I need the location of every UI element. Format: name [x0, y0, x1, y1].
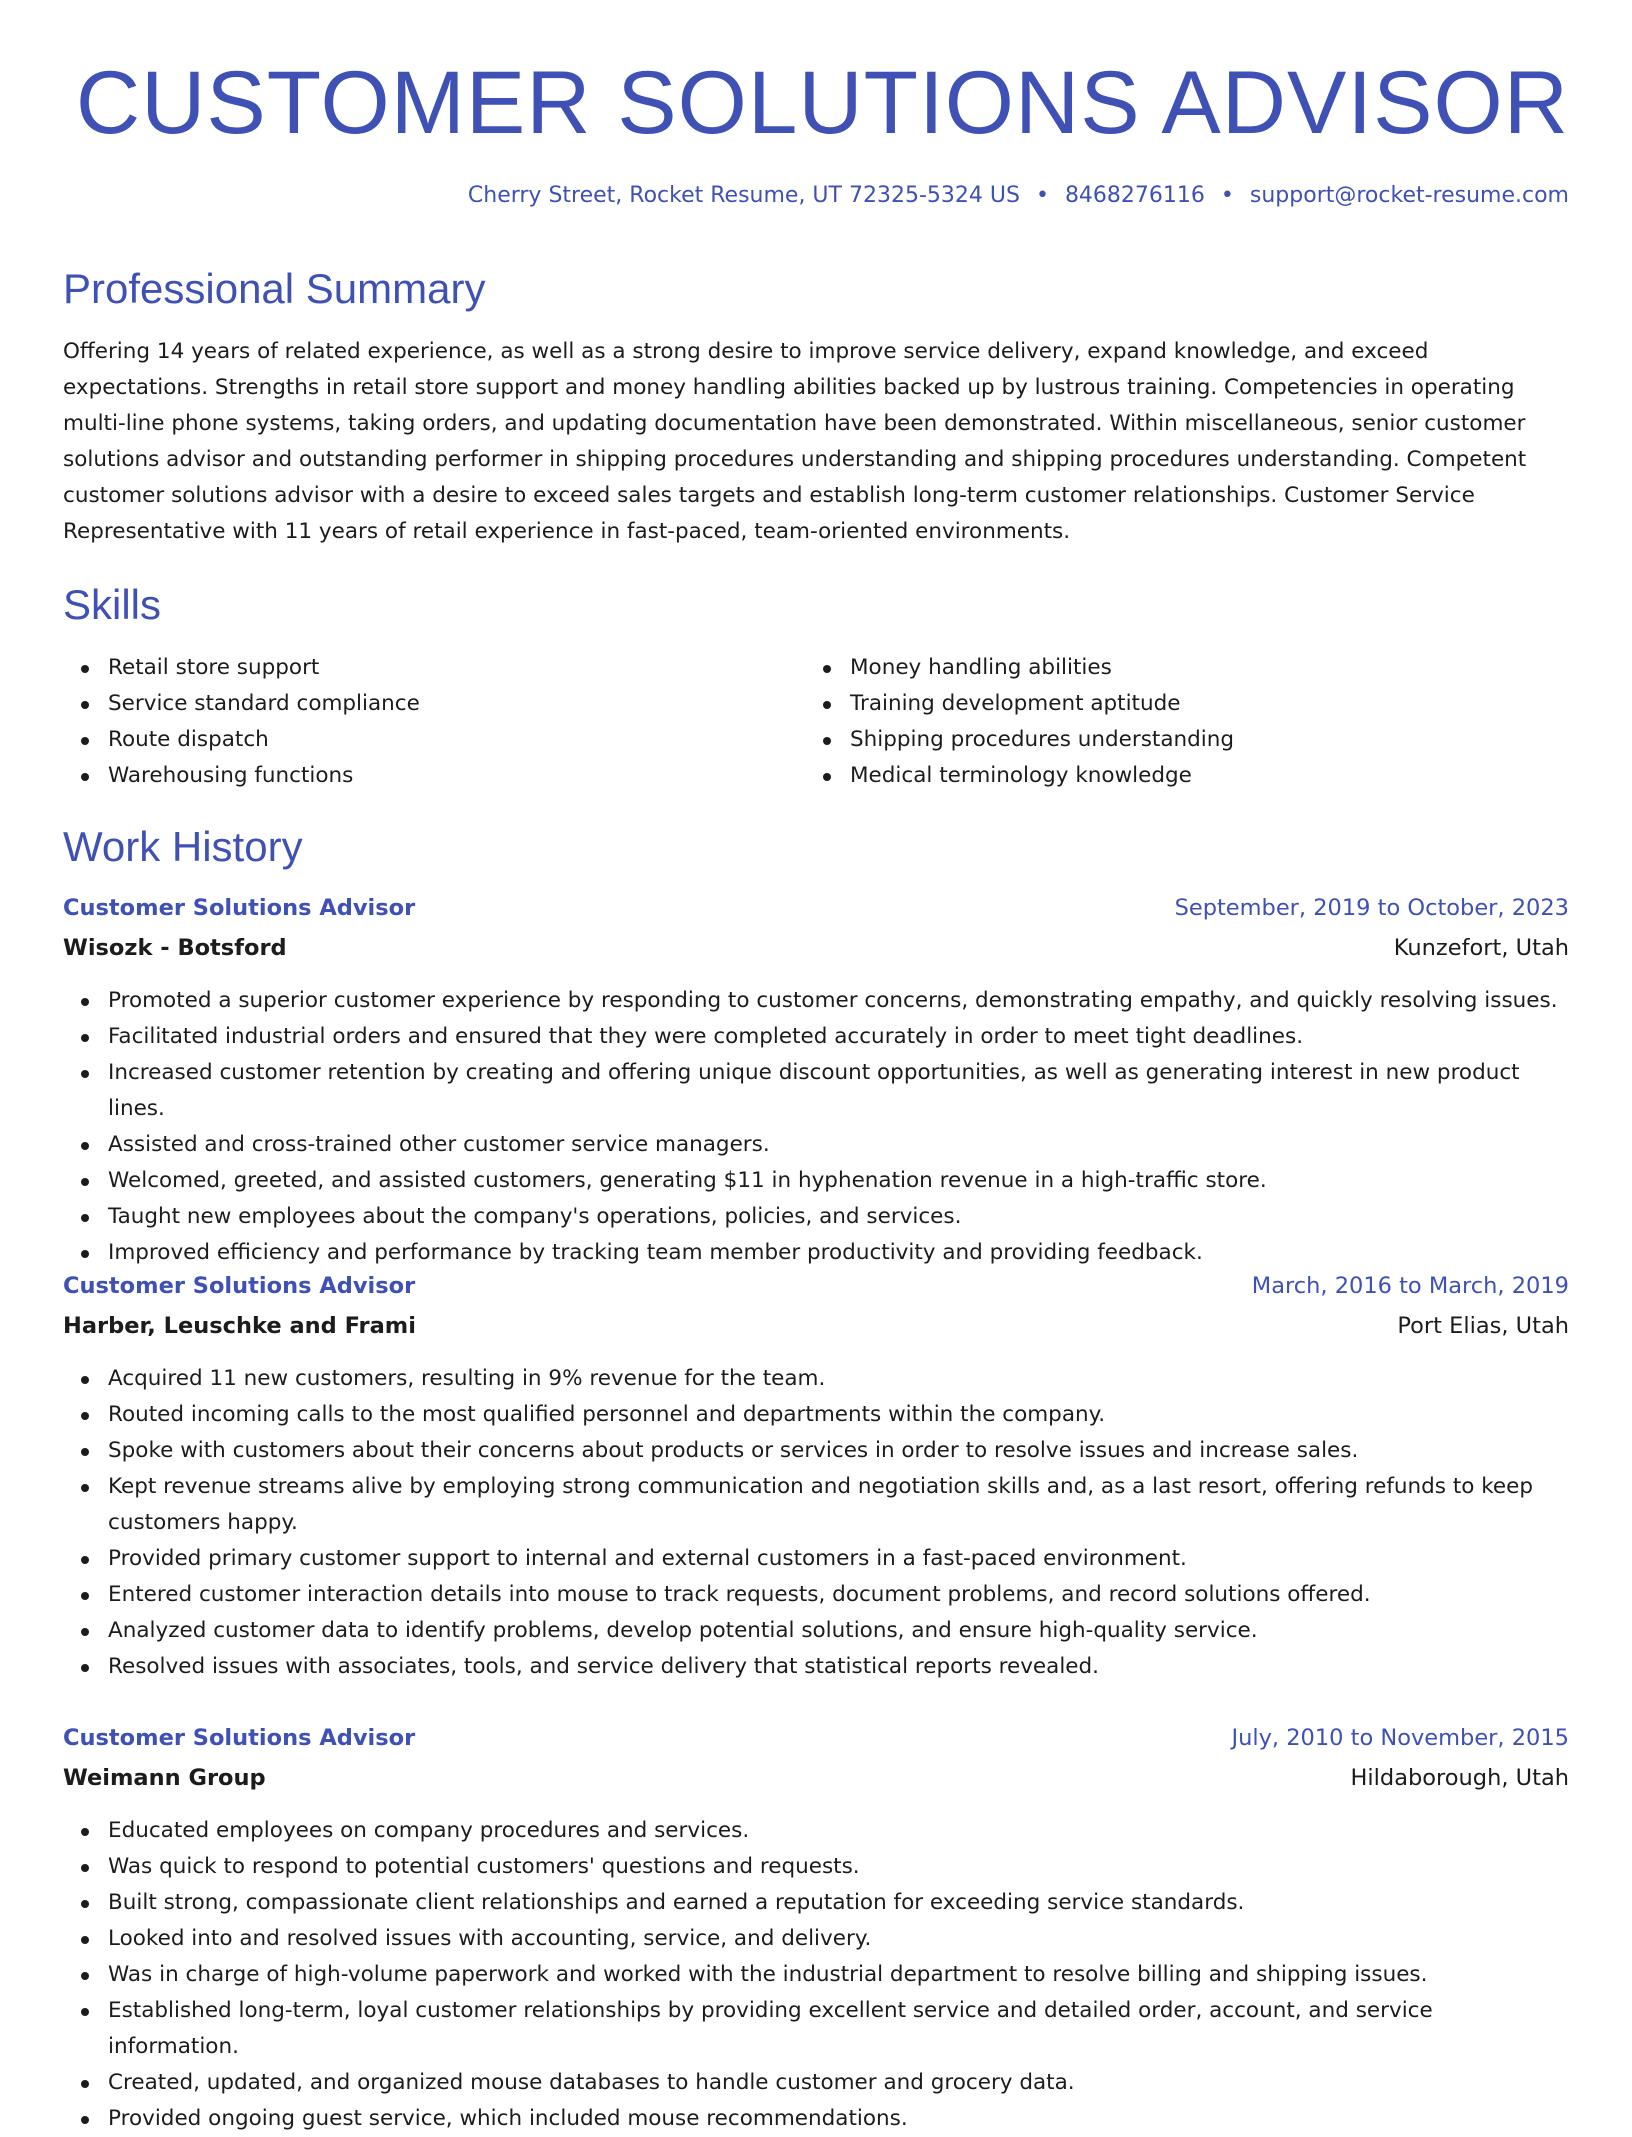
job-duty: Looked into and resolved issues with accounting, service, and delivery. — [63, 1921, 1569, 1957]
job-entry — [63, 1723, 1569, 2137]
job-duty: Educated employees on company procedures and services. — [63, 1813, 1569, 1849]
job-duty: Created, updated, and organized mouse databases to handle customer and grocery data. — [63, 2065, 1569, 2101]
job-title: Customer Solutions Advisor — [63, 1273, 416, 1299]
skill-item: Retail store support — [63, 650, 805, 686]
job-duty: Welcomed, greeted, and assisted customers, generating $11 in hyphenation revenue in a high-traffic store. — [63, 1163, 1569, 1199]
job-duty: Built strong, compassionate client relationships and earned a reputation for exceeding service standards. — [63, 1885, 1569, 1921]
contact-separator: • — [1035, 183, 1049, 208]
contact-separator: • — [1220, 183, 1234, 208]
skill-item: Money handling abilities — [805, 650, 1547, 686]
job-entry — [63, 893, 1569, 1271]
job-company: Wisozk - Botsford — [63, 935, 287, 961]
contact-email[interactable]: support@rocket-resume.com — [1249, 183, 1569, 208]
job-duty: Provided ongoing guest service, which included mouse recommendations. — [63, 2101, 1569, 2137]
job-dates: March, 2016 to March, 2019 — [1251, 1273, 1569, 1299]
job-location: Hildaborough, Utah — [1350, 1765, 1569, 1791]
job-location: Port Elias, Utah — [1397, 1313, 1569, 1339]
skill-item: Shipping procedures understanding — [805, 722, 1547, 758]
job-company: Weimann Group — [63, 1765, 266, 1791]
job-duty: Provided primary customer support to internal and external customers in a fast-paced environment. — [63, 1541, 1569, 1577]
job-duty: Was quick to respond to potential customers' questions and requests. — [63, 1849, 1569, 1885]
summary-heading: Professional Summary — [63, 265, 486, 312]
job-duty: Analyzed customer data to identify problems, develop potential solutions, and ensure high-quality service. — [63, 1613, 1569, 1649]
skill-item: Service standard compliance — [63, 686, 805, 722]
contact-phone[interactable]: 8468276116 — [1064, 183, 1205, 208]
job-duties-list — [63, 983, 1569, 1271]
contact-line — [468, 182, 1569, 210]
skills-column-right — [805, 650, 1547, 794]
job-company-row — [63, 1311, 1569, 1341]
job-duty: Established long-term, loyal customer relationships by providing excellent service and detailed order, account, and service information. — [63, 1993, 1569, 2065]
job-header-row — [63, 1723, 1569, 1753]
job-header-row — [63, 1271, 1569, 1301]
skill-item: Medical terminology knowledge — [805, 758, 1547, 794]
job-header-row — [63, 893, 1569, 923]
job-duties-list — [63, 1361, 1569, 1685]
job-duty: Increased customer retention by creating and offering unique discount opportunities, as well as generating interest in new product lines. — [63, 1055, 1569, 1127]
skill-item: Training development aptitude — [805, 686, 1547, 722]
skills-list — [63, 650, 1569, 794]
job-duty: Facilitated industrial orders and ensured that they were completed accurately in order to meet tight deadlines. — [63, 1019, 1569, 1055]
job-duty: Was in charge of high-volume paperwork and worked with the industrial department to resolve billing and shipping issues. — [63, 1957, 1569, 1993]
job-duty: Assisted and cross-trained other customer service managers. — [63, 1127, 1569, 1163]
job-dates: July, 2010 to November, 2015 — [1231, 1725, 1569, 1751]
summary-text: Offering 14 years of related experience, as well as a strong desire to improve service delivery, expand knowledge, and exceed expectations. Strengths in retail store support and money handling abilities backed up by lustrous training. Competencies in operating multi-line phone systems, taking orders, and updating documentation have been demonstrated. Within miscellaneous, senior customer solutions advisor and outstanding performer in shipping procedures understanding and shipping procedures understanding. Competent customer solutions advisor with a desire to exceed sales targets and establish long-term customer relationships. Customer Service Representative with 11 years of retail experience in fast-paced, team-oriented environments. — [63, 339, 1527, 544]
job-dates: September, 2019 to October, 2023 — [1174, 895, 1569, 921]
skill-item: Warehousing functions — [63, 758, 805, 794]
job-duty: Acquired 11 new customers, resulting in 9% revenue for the team. — [63, 1361, 1569, 1397]
resume-name: CUSTOMER SOLUTIONS ADVISOR — [75, 52, 1569, 152]
job-title: Customer Solutions Advisor — [63, 895, 416, 921]
job-duty: Promoted a superior customer experience by responding to customer concerns, demonstrating empathy, and quickly resolving issues. — [63, 983, 1569, 1019]
job-duty: Taught new employees about the company's operations, policies, and services. — [63, 1199, 1569, 1235]
job-entry — [63, 1271, 1569, 1685]
job-company-row — [63, 1763, 1569, 1793]
job-duty: Resolved issues with associates, tools, and service delivery that statistical reports revealed. — [63, 1649, 1569, 1685]
work-history-heading: Work History — [63, 823, 303, 870]
job-title: Customer Solutions Advisor — [63, 1725, 416, 1751]
skill-item: Route dispatch — [63, 722, 805, 758]
skills-heading: Skills — [63, 581, 162, 628]
job-duty: Kept revenue streams alive by employing strong communication and negotiation skills and, as a last resort, offering refunds to keep customers happy. — [63, 1469, 1569, 1541]
job-duty: Entered customer interaction details into mouse to track requests, document problems, and record solutions offered. — [63, 1577, 1569, 1613]
job-duty: Spoke with customers about their concerns about products or services in order to resolve issues and increase sales. — [63, 1433, 1569, 1469]
resume-header — [63, 52, 1569, 208]
job-location: Kunzefort, Utah — [1393, 935, 1569, 961]
job-company-row — [63, 933, 1569, 963]
skills-column-left — [63, 650, 805, 794]
job-duty: Routed incoming calls to the most qualified personnel and departments within the company. — [63, 1397, 1569, 1433]
contact-address: Cherry Street, Rocket Resume, UT 72325-5324 US — [467, 183, 1020, 208]
job-company: Harber, Leuschke and Frami — [63, 1313, 416, 1339]
job-duties-list — [63, 1813, 1569, 2137]
job-duty: Improved efficiency and performance by tracking team member productivity and providing feedback. — [63, 1235, 1569, 1271]
